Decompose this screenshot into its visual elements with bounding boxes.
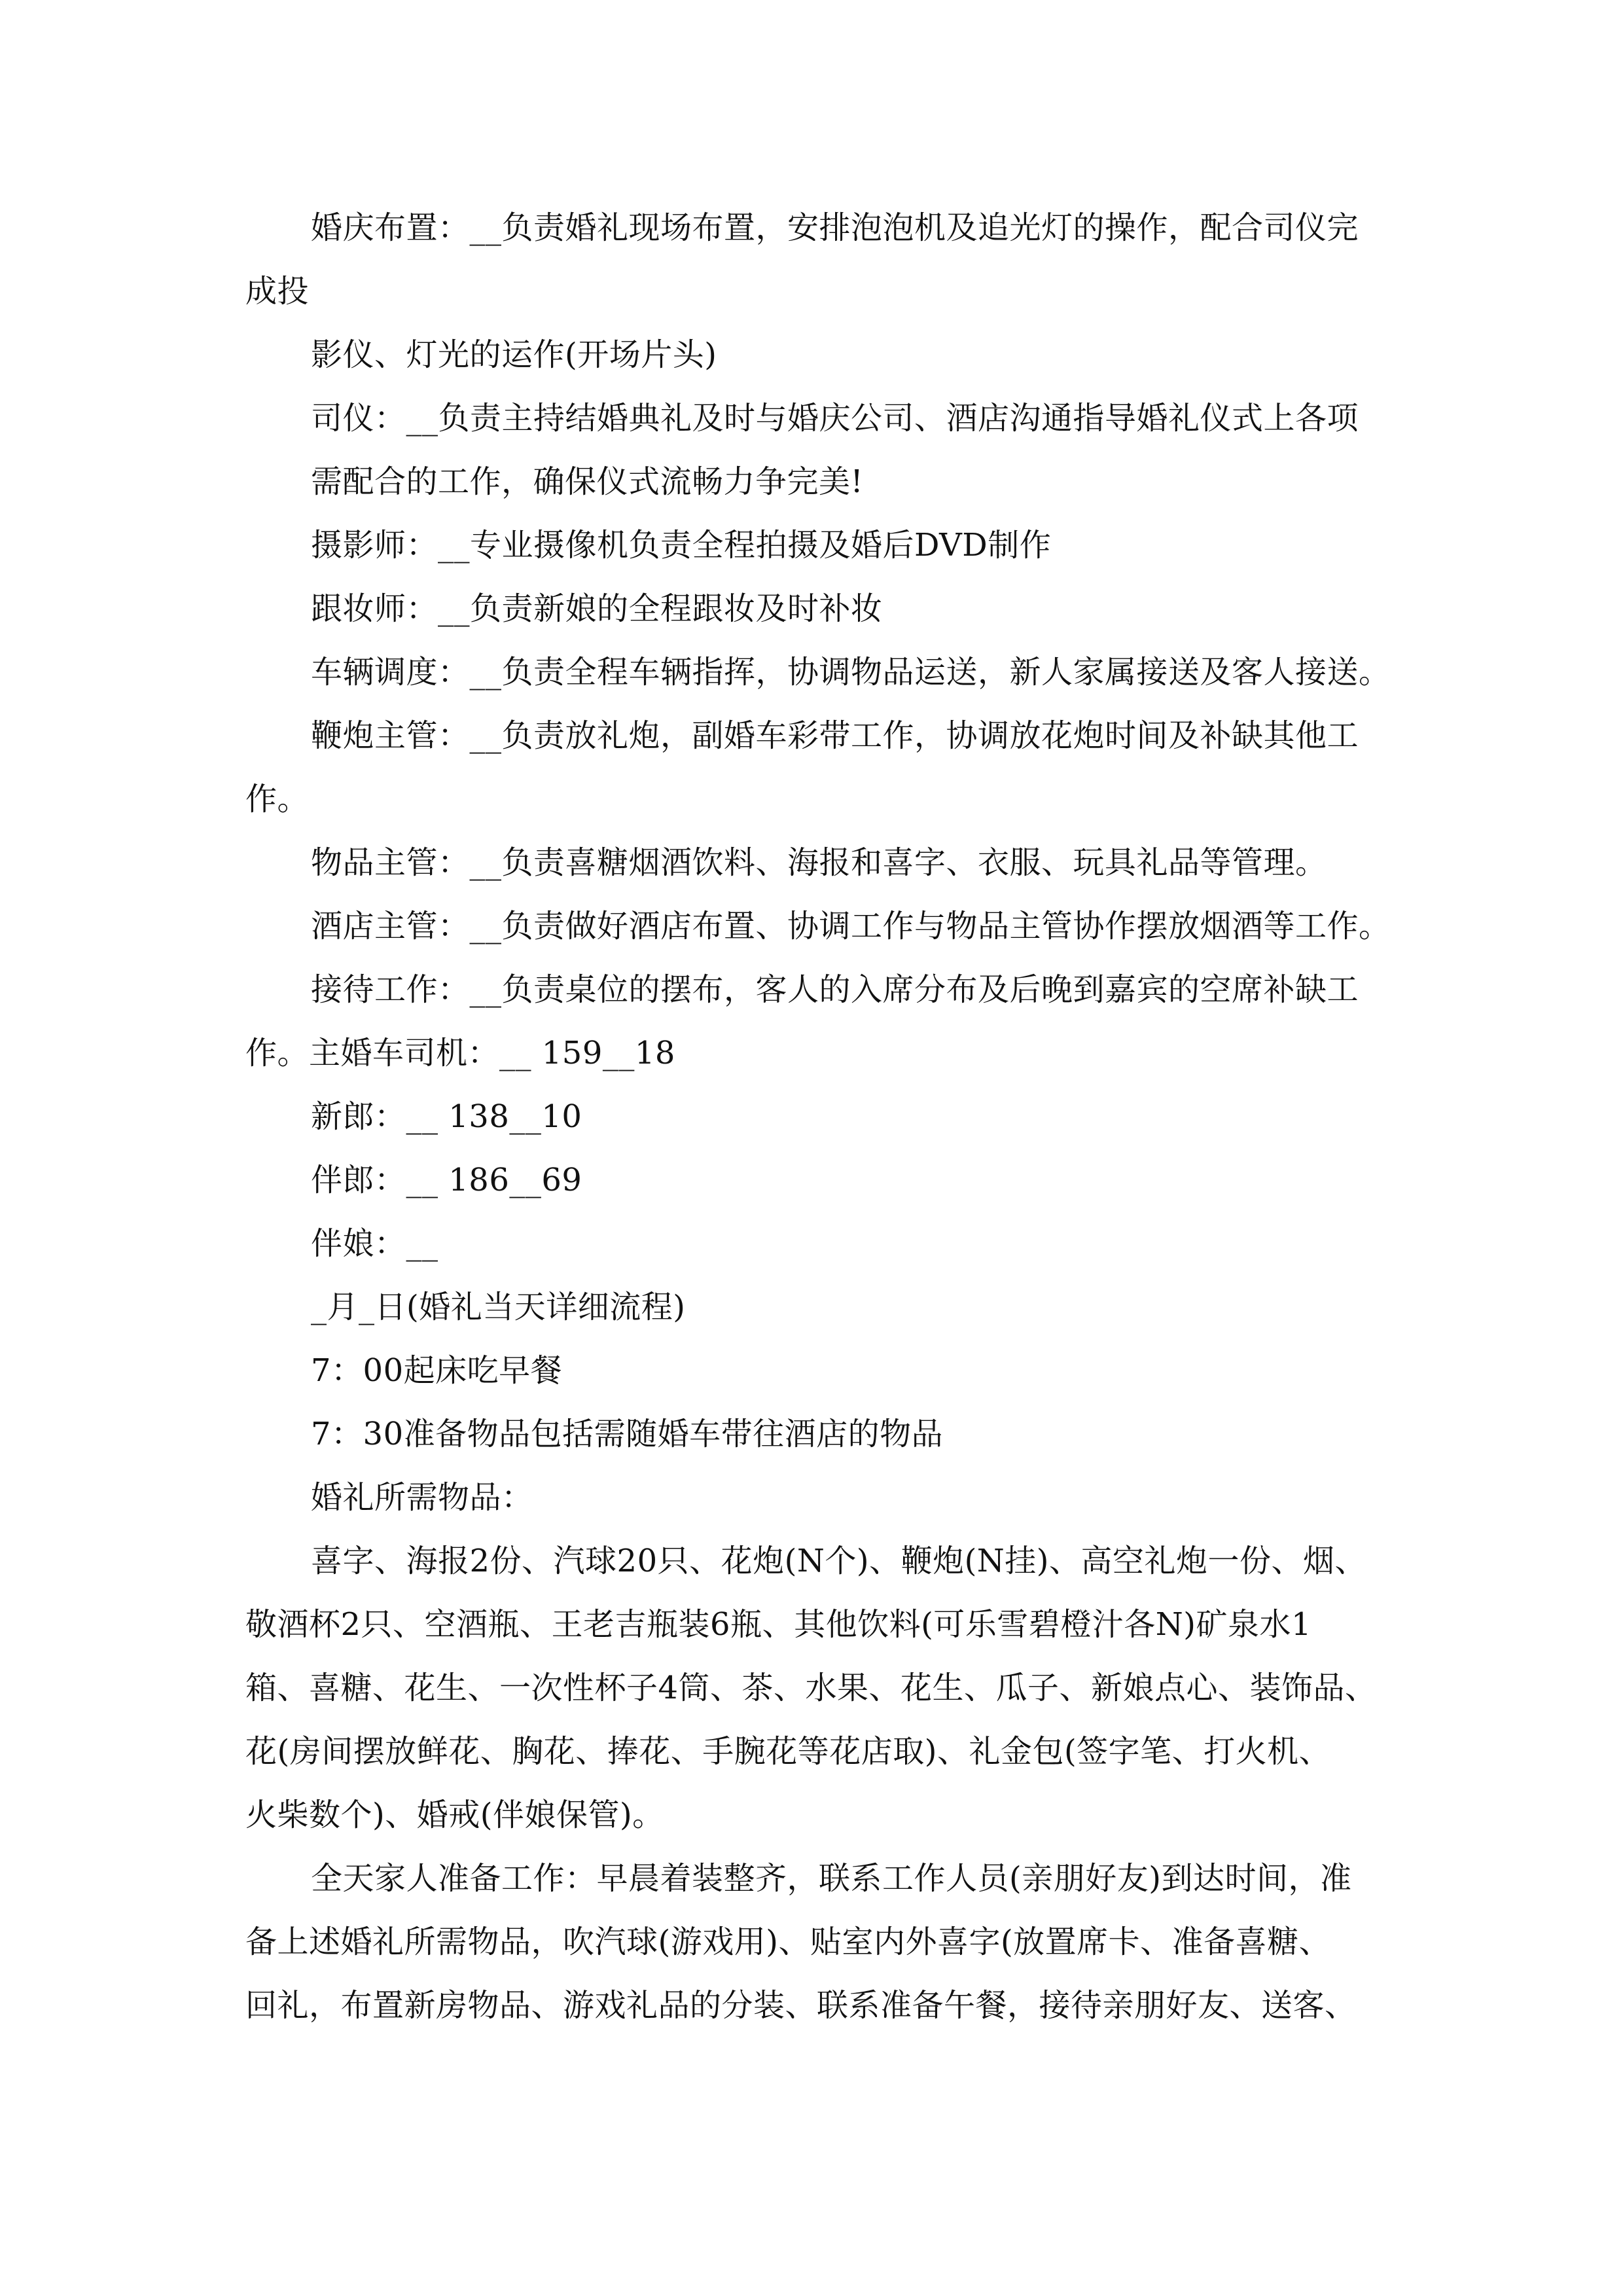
text-line: 酒店主管：__负责做好酒店布置、协调工作与物品主管协作摆放烟酒等工作。	[311, 908, 1391, 944]
text-line: 回礼，布置新房物品、游戏礼品的分装、联系准备午餐，接待亲朋好友、送客、	[245, 1987, 1357, 2024]
text-line: 箱、喜糖、花生、一次性杯子4筒、茶、水果、花生、瓜子、新娘点心、装饰品、	[245, 1670, 1377, 1706]
text-line: 车辆调度：__负责全程车辆指挥，协调物品运送，新人家属接送及客人接送。	[311, 654, 1391, 691]
text-line: 婚礼所需物品：	[311, 1479, 533, 1516]
text-line: 7：30准备物品包括需随婚车带往酒店的物品	[311, 1416, 944, 1452]
text-line: 物品主管：__负责喜糖烟酒饮料、海报和喜字、衣服、玩具礼品等管理。	[311, 844, 1327, 881]
text-line: 伴娘：__	[311, 1225, 438, 1262]
text-line: 喜字、海报2份、汽球20只、花炮(N个)、鞭炮(N挂)、高空礼炮一份、烟、	[311, 1543, 1367, 1579]
text-line: 作。主婚车司机：__ 159__18	[245, 1035, 675, 1071]
text-line: _月_日(婚礼当天详细流程)	[311, 1289, 686, 1325]
text-line: 鞭炮主管：__负责放礼炮，副婚车彩带工作，协调放花炮时间及补缺其他工	[311, 717, 1359, 754]
text-line: 备上述婚礼所需物品，吹汽球(游戏用)、贴室内外喜字(放置席卡、准备喜糖、	[245, 1924, 1331, 1960]
text-line: 成投	[245, 273, 310, 310]
text-line: 影仪、灯光的运作(开场片头)	[311, 336, 717, 373]
text-line: 接待工作：__负责桌位的摆布，客人的入席分布及后晚到嘉宾的空席补缺工	[311, 971, 1359, 1008]
text-line: 作。	[245, 781, 310, 817]
text-line: 司仪：__负责主持结婚典礼及时与婚庆公司、酒店沟通指导婚礼仪式上各项	[311, 400, 1359, 437]
text-line: 7：00起床吃早餐	[311, 1352, 563, 1389]
text-line: 摄影师：__专业摄像机负责全程拍摄及婚后DVD制作	[311, 527, 1052, 564]
text-line: 敬酒杯2只、空酒瓶、王老吉瓶装6瓶、其他饮料(可乐雪碧橙汁各N)矿泉水1	[245, 1606, 1312, 1643]
text-line: 婚庆布置：__负责婚礼现场布置，安排泡泡机及追光灯的操作，配合司仪完	[311, 209, 1359, 246]
text-line: 火柴数个)、婚戒(伴娘保管)。	[245, 1797, 664, 1833]
text-line: 花(房间摆放鲜花、胸花、捧花、手腕花等花店取)、礼金包(签字笔、打火机、	[245, 1733, 1331, 1770]
text-line: 伴郎：__ 186__69	[311, 1162, 582, 1198]
text-line: 新郎：__ 138__10	[311, 1098, 582, 1135]
text-line: 跟妆师：__负责新娘的全程跟妆及时补妆	[311, 590, 883, 627]
text-line: 需配合的工作，确保仪式流畅力争完美!	[311, 463, 864, 500]
text-line: 全天家人准备工作：早晨着装整齐，联系工作人员(亲朋好友)到达时间，准	[311, 1860, 1352, 1897]
